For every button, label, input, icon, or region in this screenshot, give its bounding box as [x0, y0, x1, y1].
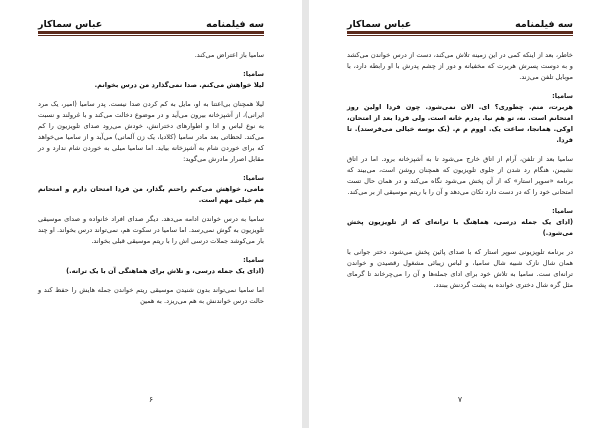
- paragraph: ساميا به درس خواندن ادامه می‌دهد. ديگر صدای افراد خانواده و صدای موسيقی تلويزيون به گوش نمی‌رسد. اما ساميا در سكوت هم، نمی‌تواند درس بخواند. او چند بار می‌كوشد جملات درسی اش را با ريتم موسيقی قبلی بخواند.: [38, 215, 264, 245]
- paragraph: در برنامه تلويزيونی سوپر استار كه با صدای پائين پخش می‌شود، دختر جوانی با همان شال نازک شبيه شال ساميا، و لباس زيبائی مشغول رقصيدن و خواندن ترانه‌ای ست. ساميا به تلاش خود برای ادای جمله‌ها و آن را می‌چرخاند تا گرمای مثل گره شال دختری خوانده به پشت گردنش ببندد.: [347, 248, 573, 289]
- paragraph: ساميا باز اعتراض می‌كند.: [194, 51, 264, 59]
- header-rule: [38, 31, 264, 34]
- left-page: [0, 0, 302, 428]
- speaker-name: ساميا:: [243, 256, 264, 264]
- paragraph: ساميا بعد از تلفن، آرام از اتاق خارج می‌شود تا به آشپزخانه برود. اما در اتاق نشيمن، هنگام رد شدن از جلوی تلويزيون كه همچنان روشن است، می‌بيند كه برنامه «سوپر استار» كه از آن پخش می‌شود نگاه می‌كند و در همان حال تست امتحانی خود را كه در دست دارد تكان می‌دهد و آن را با ريتم موسيقی از بر می‌كند.: [347, 155, 573, 196]
- paragraph: ليلا همچنان بی‌اعتنا به او، مايل به كم كردن صدا نيست. پدر ساميا (امير، يک مرد ايرانی)، از آشپزخانه بيرون می‌آيد و در موضوع دخالت می‌كند و با غرولند و نسبت به نوع لباس و ادا و اطوارهای دخترانش، خودش می‌رود صدای تلويزيون را كم می‌كند. لحظاتی بعد مادر ساميا (كلاديا، يک زن آلمانی) می‌آيد و از ساميا می‌خواهد كه برای خوردن شام به آشپزخانه بيايد. اما ساميا ميلی به خوردن شام ندارد و در مقابل اصرار مادرش می‌گويد:: [38, 100, 264, 163]
- right-page: [309, 0, 611, 428]
- header-author: عباس سماکار: [38, 19, 103, 30]
- speaker-name: ساميا:: [243, 70, 264, 78]
- book-gutter: [302, 0, 309, 428]
- header-rule: [347, 31, 573, 34]
- paragraph: اما ساميا نمی‌تواند بدون شنيدن موسيقی ريتم خواندن جمله هايش را حفظ كند و حالت درس خواندنش به هم می‌ريزد. به همين: [38, 286, 264, 305]
- page-number: ۷: [457, 395, 463, 404]
- left-page-header: [38, 14, 264, 30]
- dialogue-line: (ادای يک جمله درسی، و تلاش برای هماهنگی آن با يک ترانه.): [66, 267, 264, 275]
- left-page-body: [38, 50, 264, 315]
- header-rule-thin: [347, 35, 573, 36]
- dialogue-line: مامی، خواهش می‌كنم راحتم بگذار، من فردا امتحان دارم و امتحانم هم خيلی مهم است.: [38, 185, 264, 204]
- dialogue-line: هربرت، منم. چطوری؟ ای. الان نمی‌شود. چون فردا اولين روز امتحانم است. نه، تو هم نيا. پدرم خانه است. ولی فردا بعد از امتحان، اوكی. همانجا، ساعت يک. اووم م م. (يک بوسه خيالی می‌فرستد). تا فردا.: [347, 103, 573, 144]
- speaker-name: ساميا:: [243, 174, 264, 182]
- header-author: عباس سماکار: [347, 19, 412, 30]
- right-page-body: [347, 50, 573, 299]
- dialogue-line: (ادای يک جمله درسی، هماهنگ با ترانه‌ای كه از تلويزيون پخش می‌شود.): [347, 218, 573, 237]
- right-page-header: [347, 14, 573, 30]
- header-book-title: سه فیلمنامه: [206, 19, 264, 30]
- paragraph: خاطر، بعد از اينكه كمی در اين زمينه تلاش می‌كند، دست از درس خواندن می‌كشد و به دوست پسرش هربرت كه مخفيانه و دور از چشم پدرش با او رابطه دارد، با موبايل تلفن می‌زند.: [347, 51, 573, 81]
- speaker-name: ساميا:: [552, 92, 573, 100]
- dialogue-line: ليلا خواهش می‌كنم. صدا نمی‌گذارد من درس بخوانم.: [94, 81, 264, 89]
- header-rule-thin: [38, 35, 264, 36]
- speaker-name: ساميا:: [552, 207, 573, 215]
- page-number: ۶: [148, 395, 154, 404]
- header-book-title: سه فیلمنامه: [515, 19, 573, 30]
